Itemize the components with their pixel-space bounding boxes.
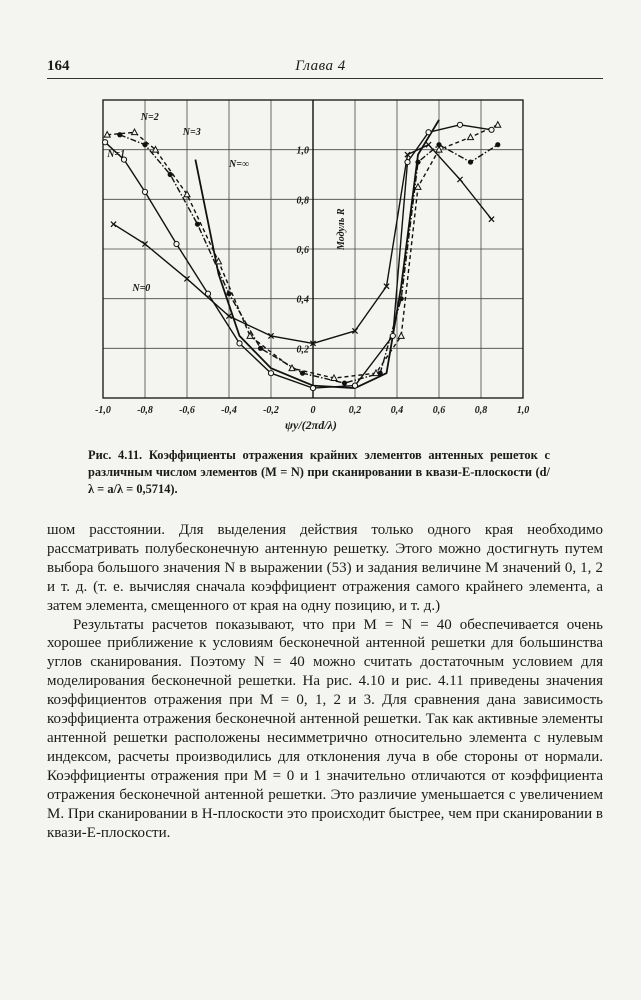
data-point: [103, 140, 108, 145]
data-point: [142, 189, 147, 194]
data-point: [457, 122, 462, 127]
data-point: [468, 134, 474, 140]
series-label: N=0: [132, 283, 151, 295]
data-point: [300, 371, 305, 376]
chart-labels: [95, 112, 529, 432]
data-point: [426, 142, 431, 147]
figure-caption: Рис. 4.11. Коэффициенты отражения крайних элементов антенных решеток с различным числом элементов (M = N) при сканировании в квази-E-плоскости (d/ λ = a/λ = 0,5714).: [88, 448, 550, 496]
x-tick-label: -0,4: [221, 405, 237, 416]
x-tick-label: 1,0: [516, 405, 530, 416]
data-point: [489, 217, 494, 222]
x-axis-label: ψy/(2πd/λ): [285, 418, 337, 432]
data-point: [226, 291, 231, 296]
x-tick-label: 0,8: [474, 405, 488, 416]
series-label: N=3: [182, 126, 201, 138]
data-point: [258, 346, 263, 351]
data-point: [415, 159, 420, 164]
data-point: [495, 122, 501, 128]
series-label: N=∞: [229, 159, 250, 171]
x-tick-label: -0,6: [179, 405, 195, 416]
y-tick-label: 1,0: [296, 145, 309, 157]
data-point: [132, 129, 138, 135]
y-tick-label: 0,4: [296, 294, 309, 306]
data-point: [352, 383, 357, 388]
y-axis-label: Модуль R: [336, 208, 347, 250]
data-point: [310, 385, 315, 390]
data-point: [117, 132, 122, 137]
y-tick-label: 0,6: [296, 245, 309, 256]
series-label: N=1: [107, 149, 126, 161]
x-tick-label: -0,2: [263, 405, 279, 416]
x-tick-label: -0,8: [137, 405, 153, 416]
data-point: [468, 159, 473, 164]
x-tick-label: -1,0: [95, 405, 111, 416]
page-number: 164: [47, 58, 70, 74]
y-tick-label: 0,8: [296, 195, 309, 207]
data-point: [342, 381, 347, 386]
data-point: [457, 177, 462, 182]
data-point: [195, 222, 200, 227]
data-point: [398, 333, 404, 339]
x-tick-label: 0: [310, 405, 316, 416]
data-point: [237, 341, 242, 346]
data-point: [436, 142, 441, 147]
data-point: [390, 333, 395, 338]
data-point: [174, 241, 179, 246]
x-tick-label: 0,6: [432, 405, 446, 416]
y-tick-label: 0,2: [296, 344, 309, 356]
running-head: Глава 4: [295, 58, 346, 74]
data-point: [399, 296, 404, 301]
data-point: [168, 172, 173, 177]
data-point: [268, 371, 273, 376]
data-point: [489, 127, 494, 132]
data-point: [378, 371, 383, 376]
data-point: [205, 291, 210, 296]
paragraph-2: Результаты расчетов показывают, что при M = N = 40 обеспечивается очень хорошее приближение к условиям бесконечной антенной решетки для большинства углов сканирования. Поэтому N = 40 можно считать достаточным условием для моделирования бесконечной решетки. На рис. 4.10 и рис. 4.11 приведены значения коэффициентов отражения при M = 0, 1, 2 и 3. Для сравнения дана зависимость коэффициента отражения бесконечной антенной решетки. Так как активные элементы антенной решетки расположены несимметрично относительно элемента с нулевым индексом, расчеты производились для отклонения луча в обе стороны от нормали. Коэффициенты отражения при M = 0 и 1 значительно отличаются от коэффициента отражения бесконечной антенной решетки. Это различие уменьшается с увеличением M. При сканировании в H-плоскости это происходит быстрее, чем при сканировании в квази-E-плоскости.: [47, 616, 603, 841]
data-point: [142, 142, 147, 147]
x-tick-label: 0,4: [390, 405, 404, 416]
body-text: [47, 521, 603, 842]
data-point: [111, 222, 116, 227]
reflection-coefficient-chart: [0, 0, 641, 440]
data-point: [426, 130, 431, 135]
paragraph-1: шом расстоянии. Для выделения действия только одного края необходимо рассматривать полубесконечную антенную решетку. Этого можно достигнуть путем выбора большого значения N в выражении (53) и задания величине M значений 0, 1, 2 и т. д. (т. е. вычисляя сначала коэффициент отражения самого крайнего элемента, а затем элемента, смещенного от края на одну позицию, и т. д.): [47, 522, 603, 614]
data-point: [495, 142, 500, 147]
data-point: [405, 159, 410, 164]
series-label: N=2: [140, 111, 159, 123]
x-tick-label: 0,2: [348, 405, 362, 416]
